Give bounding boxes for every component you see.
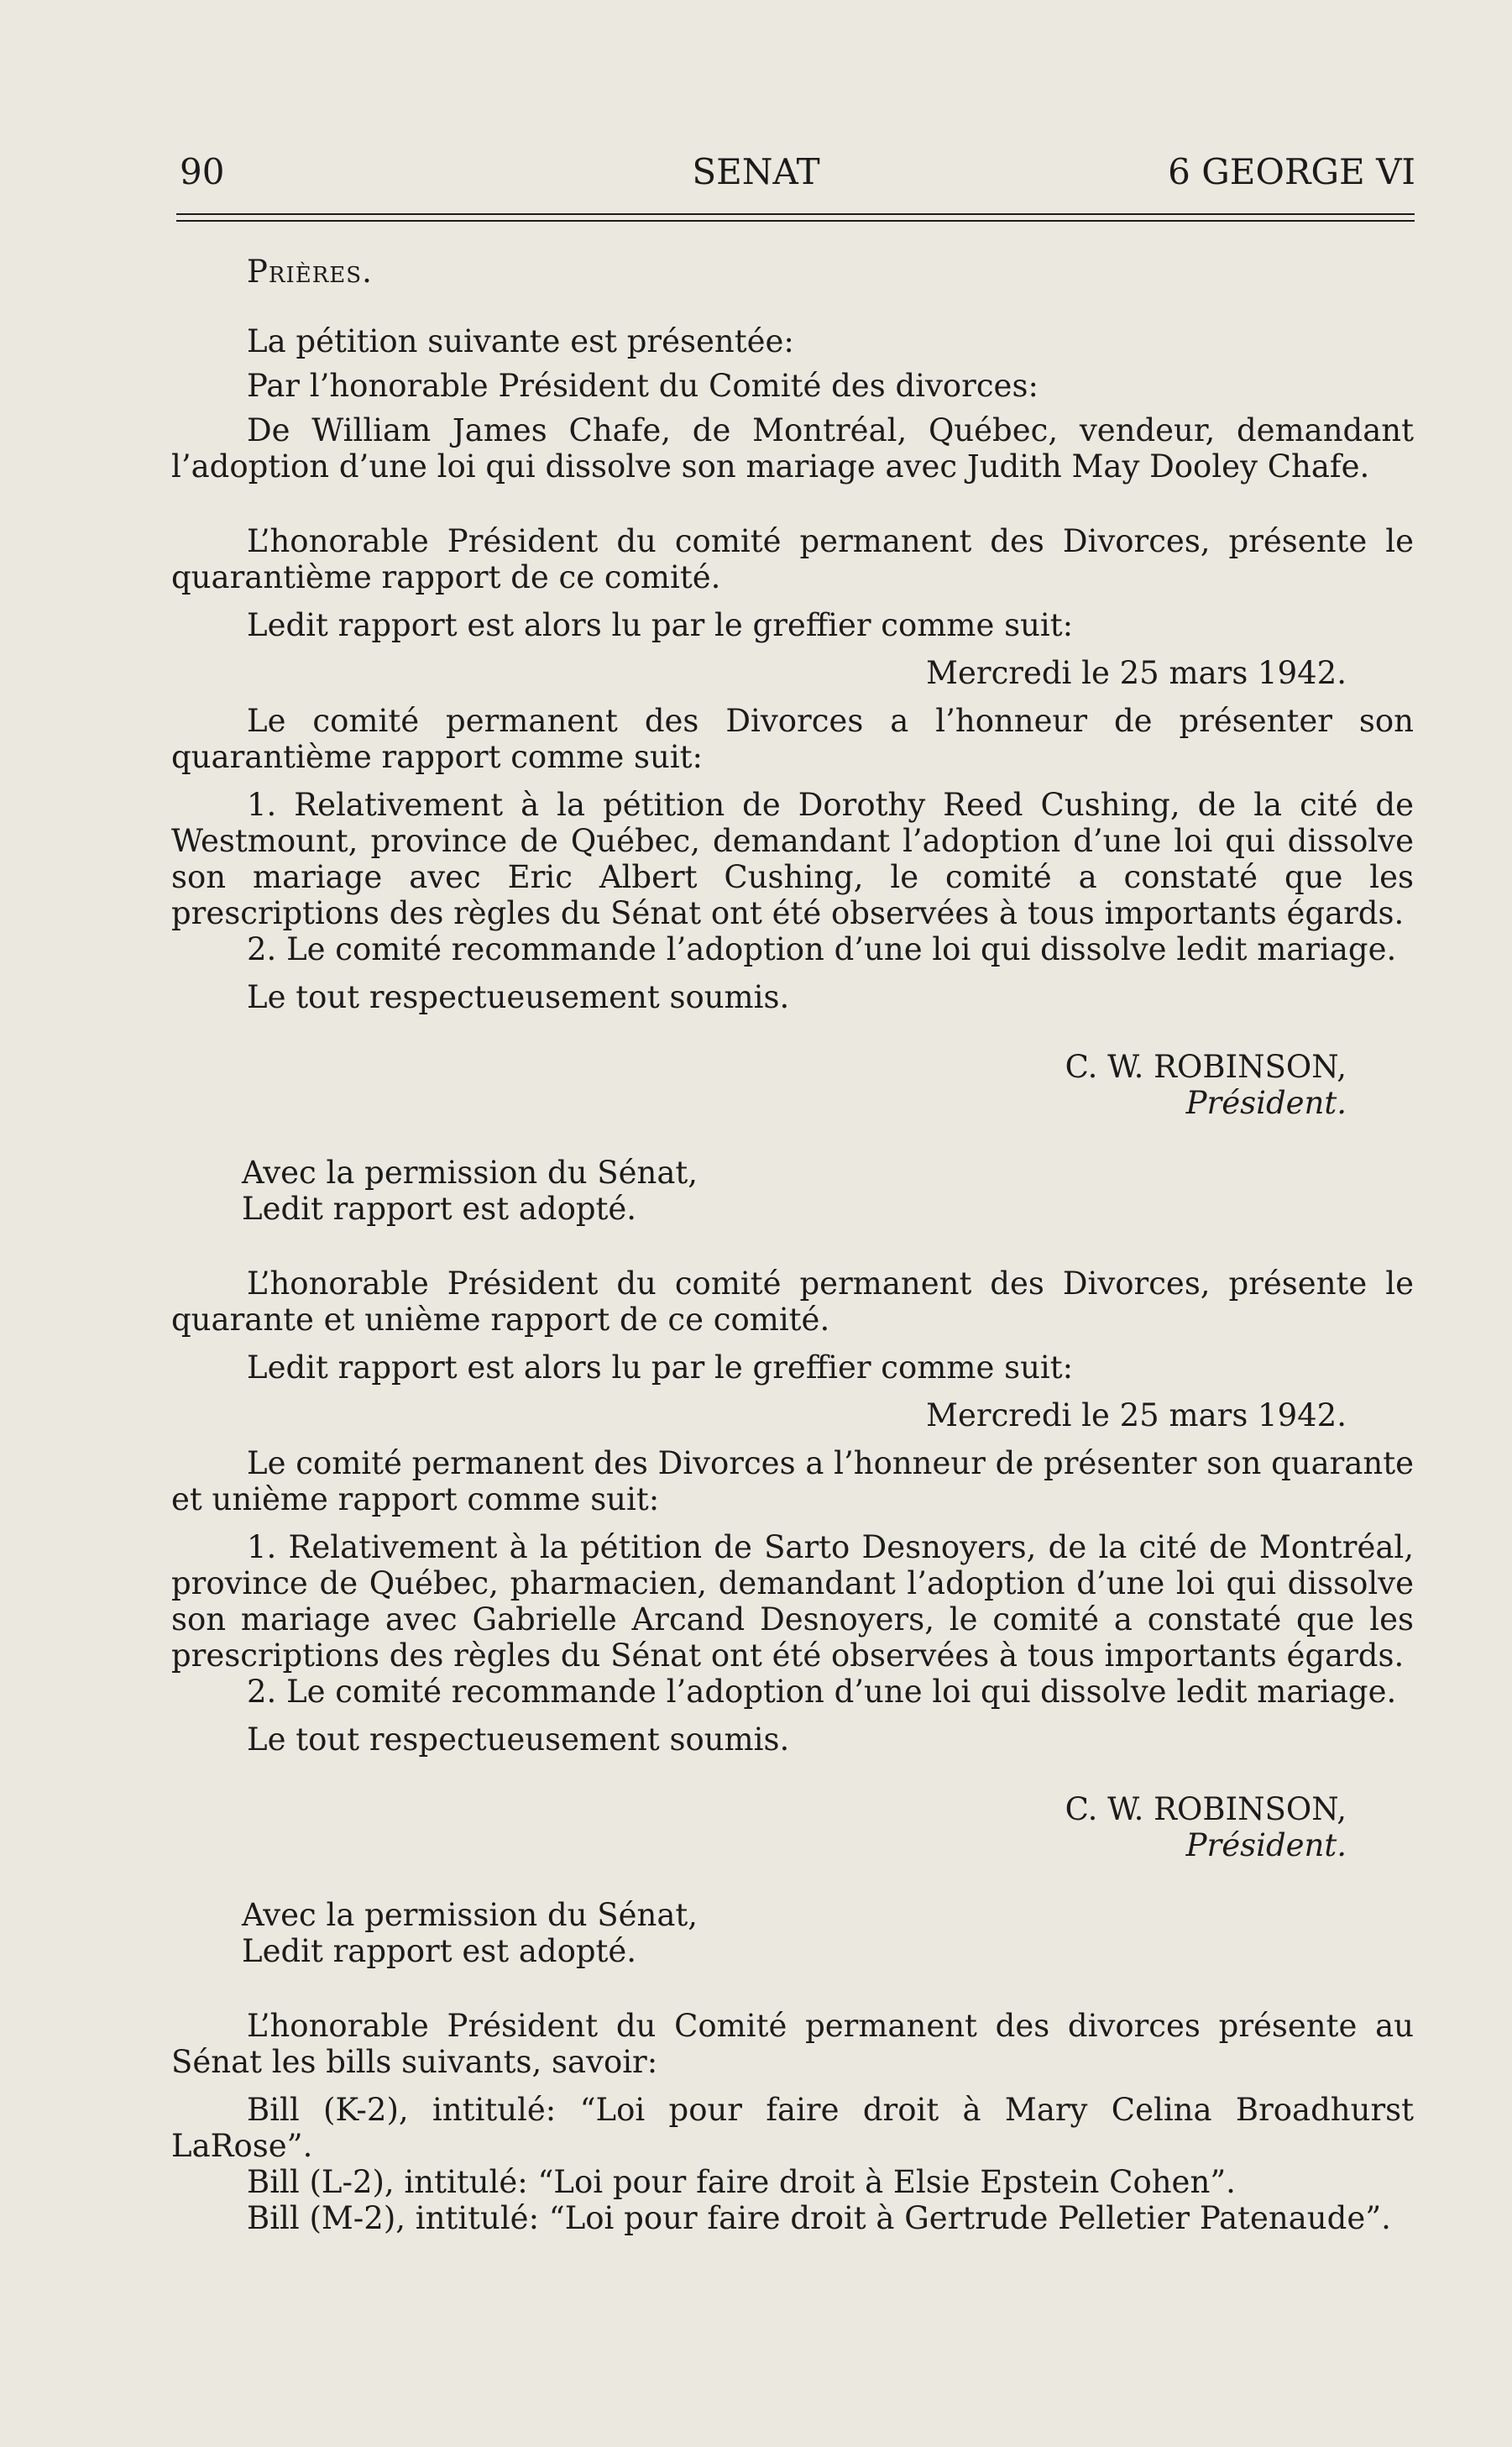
report1-read: Ledit rapport est alors lu par le greffier comme suit: (247, 607, 1074, 643)
petition-text: De William James Chafe, de Montréal, Québec, vendeur, demandant l’adoption d’une loi qui dissolve son mariage avec Judith May Dooley Chafe. (171, 412, 1414, 485)
report2-closing: Le tout respectueusement soumis. (247, 1721, 790, 1758)
report2-item2: 2. Le comité recommande l’adoption d’une loi qui dissolve ledit mariage. (247, 1674, 1397, 1710)
report1-intro: Le comité permanent des Divorces a l’honneur de présenter son quarantième rapport comme suit: (171, 703, 1414, 775)
report1-presents: L’honorable Président du comité permanent des Divorces, présente le quarantième rapport de ce comité. (171, 523, 1414, 595)
report2-signature: C. W. ROBINSON, (1065, 1791, 1347, 1827)
petition-intro: La pétition suivante est présentée: (247, 323, 794, 359)
report2-intro: Le comité permanent des Divorces a l’honneur de présenter son quarante et unième rapport comme suit: (171, 1445, 1414, 1517)
report1-signature: C. W. ROBINSON, (1065, 1049, 1347, 1085)
session-label: 6 GEORGE VI (1168, 151, 1415, 192)
bills-intro: L’honorable Président du Comité permanent des divorces présente au Sénat les bills suivants, savoir: (171, 2008, 1414, 2080)
report2-read: Ledit rapport est alors lu par le greffier comme suit: (247, 1349, 1074, 1386)
report2-signature-title: Président. (1185, 1827, 1347, 1863)
report1-adopted: Ledit rapport est adopté. (242, 1191, 637, 1227)
report1-closing: Le tout respectueusement soumis. (247, 979, 790, 1015)
bill-item: Bill (K-2), intitulé: “Loi pour faire droit à Mary Celina Broadhurst LaRose”. (171, 2092, 1414, 2164)
prieres-heading: Prières. (247, 254, 373, 290)
bill-item: Bill (L-2), intitulé: “Loi pour faire droit à Elsie Epstein Cohen”. (247, 2164, 1236, 2200)
report2-presents: L’honorable Président du comité permanent des Divorces, présente le quarante et unième rapport de ce comité. (171, 1265, 1414, 1338)
report1-item2: 2. Le comité recommande l’adoption d’une loi qui dissolve ledit mariage. (247, 931, 1397, 967)
bill-item: Bill (M-2), intitulé: “Loi pour faire droit à Gertrude Pelletier Patenaude”. (247, 2200, 1391, 2236)
header-rule-bottom (176, 220, 1415, 222)
report2-adopted: Ledit rapport est adopté. (242, 1933, 637, 1969)
petition-by: Par l’honorable Président du Comité des divorces: (247, 368, 1039, 404)
page-number: 90 (180, 151, 225, 192)
running-title: SENAT (692, 151, 820, 192)
page-content (171, 254, 1414, 2236)
report2-permission: Avec la permission du Sénat, (242, 1897, 698, 1933)
report1-date: Mercredi le 25 mars 1942. (926, 655, 1347, 691)
header-rule-top (176, 213, 1415, 215)
report1-item1: 1. Relativement à la pétition de Dorothy Reed Cushing, de la cité de Westmount, province de Québec, demandant l’adoption d’une loi qui dissolve son mariage avec Eric Albert Cushing, le comité a constaté que les prescriptions des règles du Sénat ont été observées à tous importants égards. (171, 787, 1414, 931)
report1-permission: Avec la permission du Sénat, (242, 1155, 698, 1191)
report2-item1: 1. Relativement à la pétition de Sarto Desnoyers, de la cité de Montréal, province de Québec, pharmacien, demandant l’adoption d’une loi qui dissolve son mariage avec Gabrielle Arcand Desnoyers, le comité a constaté que les prescriptions des règles du Sénat ont été observées à tous importants égards. (171, 1529, 1414, 1674)
report2-date: Mercredi le 25 mars 1942. (926, 1397, 1347, 1433)
report1-signature-title: Président. (1185, 1085, 1347, 1121)
